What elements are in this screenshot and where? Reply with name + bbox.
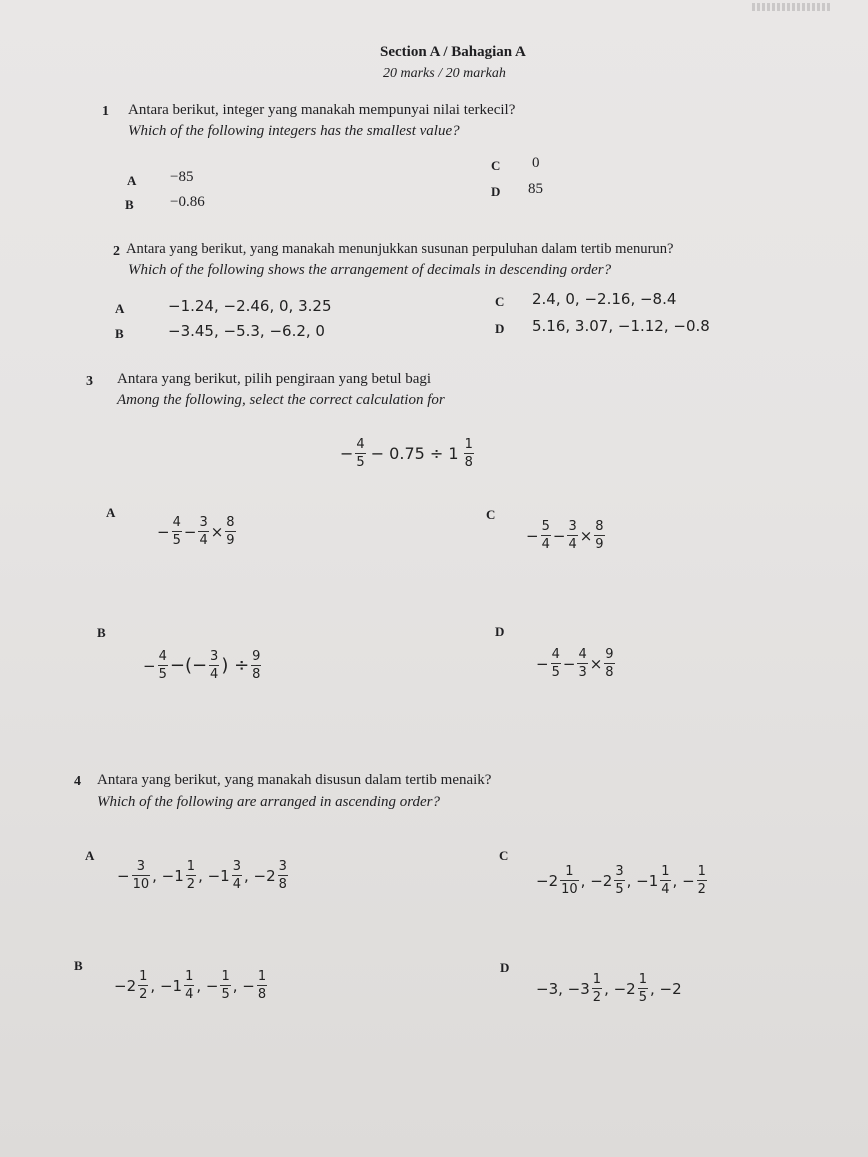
question-stem-ms: Antara yang berikut, yang manakah disusun dalam tertib menaik? <box>97 772 492 788</box>
question-stem-ms: Antara yang berikut, pilih pengiraan yang betul bagi <box>117 371 432 387</box>
term-whole: −2 <box>536 871 559 890</box>
fraction: $\frac{3}{5}$ <box>615 864 624 897</box>
question-stem-en: Among the following, select the correct calculation for <box>117 392 445 408</box>
option-letter: B <box>74 958 83 973</box>
option-letter: D <box>495 321 505 336</box>
option-letter: D <box>500 960 510 975</box>
question-stem-en: Which of the following shows the arrangement of decimals in descending order? <box>128 262 612 278</box>
term-whole: , −1 <box>626 871 659 890</box>
option-text: −1.24, −2.46, 0, 3.25 <box>168 297 332 315</box>
fraction: $\frac{1}{2}$ <box>592 972 602 1005</box>
question-stem-en: Which of the following integers has the smallest value? <box>128 123 460 139</box>
fraction: $\frac{1}{2}$ <box>139 969 148 1002</box>
fraction: $\frac{1}{5}$ <box>638 972 647 1005</box>
question-stem-ms: Antara berikut, integer yang manakah mempunyai nilai terkecil? <box>128 102 516 118</box>
marks-label: 20 marks / 20 markah <box>383 66 506 81</box>
term-whole: , − <box>232 976 255 995</box>
option-text: 5.16, 3.07, −1.12, −0.8 <box>532 317 710 335</box>
question-expression <box>340 438 476 469</box>
corner-marking <box>752 3 830 11</box>
option-text: 85 <box>528 181 543 197</box>
question-stem-en: Which of the following are arranged in ascending order? <box>97 794 441 810</box>
fraction: $\frac{1}{2}$ <box>186 859 196 892</box>
option-text: −85 <box>170 169 194 185</box>
option-letter: A <box>106 505 116 520</box>
fraction: $\frac{1}{2}$ <box>697 864 706 897</box>
option-letter: A <box>127 173 137 188</box>
term-whole: , −2 <box>604 979 636 998</box>
fraction: $\frac{1}{5}$ <box>221 969 230 1002</box>
option-sequence <box>536 865 709 896</box>
question-number: 1 <box>102 104 109 119</box>
term-whole: , −1 <box>152 866 184 885</box>
term-whole: , −2 <box>580 871 613 890</box>
option-expression: − $\frac{4}{5}$ −(− $\frac{3}{4}$ ) ÷ $\frac{9}{8}$ <box>143 649 261 682</box>
question-stem-ms: Antara yang berikut, yang manakah menunjukkan susunan perpuluhan dalam tertib menurun? <box>126 241 674 257</box>
term-whole: −3 <box>536 979 559 998</box>
fraction: $\frac{3}{10}$ <box>132 859 150 892</box>
term-whole: , −2 <box>244 866 276 885</box>
term-whole: , −2 <box>650 979 682 998</box>
option-sequence <box>536 973 682 1004</box>
option-letter: B <box>115 326 124 341</box>
fraction: $\frac{1}{4}$ <box>185 969 194 1002</box>
term-whole: , −3 <box>558 979 590 998</box>
option-text: 2.4, 0, −2.16, −8.4 <box>532 290 677 308</box>
option-letter: C <box>486 507 496 522</box>
option-letter: D <box>495 624 505 639</box>
option-text: 0 <box>532 155 540 171</box>
option-expression: − $\frac{4}{5}$ − $\frac{3}{4}$ × $\frac{8}{9}$ <box>157 515 235 548</box>
term-whole: , − <box>672 871 695 890</box>
option-letter: A <box>85 848 95 863</box>
question-number: 2 <box>113 244 120 259</box>
fraction: $\frac{1}{8}$ <box>257 969 267 1002</box>
option-expression: − $\frac{4}{5}$ − $\frac{4}{3}$ × $\frac{9}{8}$ <box>536 647 614 680</box>
fraction: $\frac{1}{4}$ <box>661 864 670 897</box>
option-letter: A <box>115 301 125 316</box>
term-whole: − <box>117 866 130 885</box>
fraction: $\frac{1}{10}$ <box>561 864 578 897</box>
fraction: $\frac{3}{8}$ <box>278 859 287 892</box>
fraction: $\frac{3}{4}$ <box>232 859 241 892</box>
option-letter: B <box>97 625 106 640</box>
section-title: Section A / Bahagian A <box>380 44 526 60</box>
expr-middle: − 0.75 ÷ 1 <box>370 444 459 463</box>
option-letter: B <box>125 197 134 212</box>
expr-sign: − <box>340 444 354 463</box>
option-text: −0.86 <box>170 194 205 210</box>
term-whole: , − <box>196 976 219 995</box>
fraction: $\frac{1}{8}$ <box>464 437 473 470</box>
option-letter: C <box>495 294 505 309</box>
option-text: −3.45, −5.3, −6.2, 0 <box>168 322 325 340</box>
option-sequence <box>114 970 269 1001</box>
question-number: 3 <box>86 374 93 389</box>
fraction: $\frac{4}{5}$ <box>356 437 365 470</box>
question-number: 4 <box>74 774 81 789</box>
term-whole: , −1 <box>150 976 183 995</box>
option-sequence <box>117 860 290 891</box>
term-whole: , −1 <box>198 866 230 885</box>
option-letter: D <box>491 184 501 199</box>
term-whole: −2 <box>114 976 137 995</box>
option-expression: − $\frac{5}{4}$ − $\frac{3}{4}$ × $\frac{8}{9}$ <box>526 519 604 552</box>
option-letter: C <box>491 158 501 173</box>
option-letter: C <box>499 848 509 863</box>
